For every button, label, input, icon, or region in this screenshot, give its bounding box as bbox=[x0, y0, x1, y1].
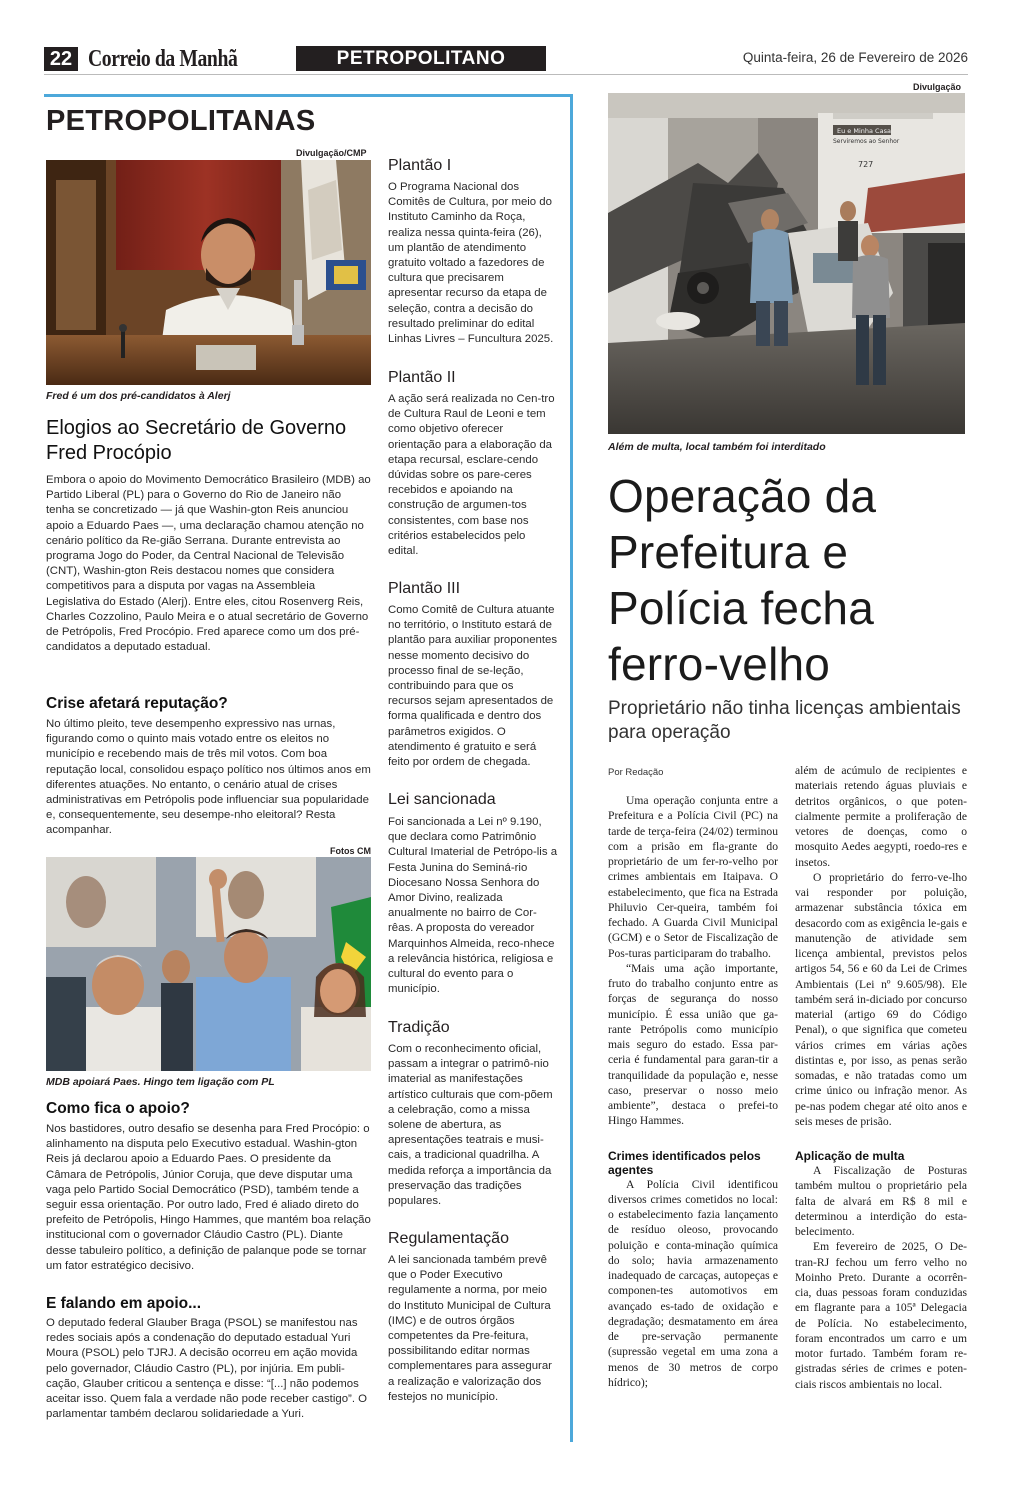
panel-title: PETROPOLITANAS bbox=[46, 105, 316, 137]
article-paragraph: “Mais uma ação importante, fruto do trabalho conjunto entre as forças de segurança do nosso município. É essa união que ga-rante Petrópolis como município mais seguro do estado. Essa par-ceria é fundamental para garan-tir a tranquilidade da população e, nesse caso, preservar o nosso meio ambiente”, destaca o prefei-to Hingo Hammes. bbox=[608, 961, 778, 1128]
fred-photo-illustration bbox=[46, 160, 371, 385]
article-byline: Por Redação bbox=[608, 767, 664, 778]
story-headline: Elogios ao Secretário de Governo Fred Procópio bbox=[46, 417, 347, 464]
masthead bbox=[44, 45, 968, 73]
note-text: O Programa Nacional dos Comitês de Cultura, por meio do Instituto Caminho da Roça, realiza nessa quinta-feira (26), um plantão de atendimento gratuito voltado a fazedores de cultura que precisarem apresentar recurso da etapa de seleção, contra a decisão do resultado preliminar do edital Linhas Livres – Funcultura 2025. bbox=[388, 181, 554, 346]
junkyard-photo bbox=[608, 93, 965, 434]
photo-credit: Fotos CM bbox=[330, 846, 371, 856]
article-paragraph: Em fevereiro de 2025, O De-tran-RJ fechou um ferro velho no Moinho Preto. Durante a ocorrên-cia, duas pessoas foram conduzidas em flagrante para a 105ª Delegacia de Polícia. No estabelecimento, foram encontrados um carro e um motor furtado. Também foram re-gistradas séries de crimes e poten-ciais riscos ambientais no local. bbox=[795, 1240, 967, 1391]
page-number: 22 bbox=[44, 47, 78, 71]
story-subheading: Como fica o apoio? bbox=[46, 1100, 190, 1117]
article-column-2 bbox=[795, 763, 967, 1392]
house-sign-text: Serviremos ao Senhor bbox=[833, 138, 900, 145]
note-heading: Plantão II bbox=[388, 369, 456, 386]
story-paragraph: Nos bastidores, outro desafio se desenha para Fred Procópio: o alinhamento na disputa pelo Executivo estadual. Washin-gton Reis já declarou apoio a Eduardo Paes. O presidente da Câmara de Petrópolis, Júnior Coruja, que deve disputar uma vaga pelo Partido Social Democrático (PSD), também tende a seguir essa orientação. Por outro lado, Fred é aliado direto do prefeito de Petrópolis, Hingo Hammes, que mantém boa relação institucional com o governador Cláudio Castro (PL). Diante desse tabuleiro político, a definição de palanque pode se tornar um fator estratégico decisivo. bbox=[46, 1123, 371, 1272]
house-sign-text: Eu e Minha Casa bbox=[837, 127, 891, 135]
article-headline: Operação da Prefeitura e Polícia fecha ferro-velho bbox=[608, 470, 877, 690]
note-heading: Regulamentação bbox=[388, 1230, 509, 1247]
article-paragraph: O proprietário do ferro-ve-lho vai responder por poluição, armazenar substância tóxica em desacordo com as exigência le-gais e manutenção de atividade sem licença ambiental, previstos pelos artigos 54, 56 e 60 da Lei de Crimes Ambientais (Lei nº 9.605/98). Ele também será in-diciado por concurso material (artigo 69 do Código Penal), o que significa que cometeu vários crimes em várias ações distintas e, por isso, as penas serão somadas, e não tratadas como um crime único ou infração menor. As pe-nas podem chegar até oito anos e seis meses de prisão. bbox=[795, 870, 967, 1128]
issue-date: Quinta-feira, 26 de Fevereiro de 2026 bbox=[742, 50, 968, 65]
article-subheading: Aplicação de multa bbox=[795, 1149, 905, 1163]
note-text: Como Comitê de Cultura atuante no território, o Instituto estará de plantão para auxiliar proponentes nesse momento decisivo do processo final de se-leção, contribuindo para que os recursos sejam apresentados de forma qualificada e dentro dos parâmetros exigidos. O atendimento é gratuito e será feito por ordem de chegada. bbox=[388, 604, 558, 769]
article-subheading: Crimes identificados pelos agentes bbox=[608, 1148, 761, 1177]
section-label: PETROPOLITANO bbox=[296, 46, 546, 71]
article-paragraph: A Polícia Civil identificou diversos crimes cometidos no local: o estabelecimento fazia lançamento de resíduo oleoso, provocando poluição e conta-minação química do solo; havia armazenamento inadequado de carcaças, autopeças e componen-tes automotivos em avançado es-tado de oxidação e degradação; desmatamento em área de pre-servação permanente (supressão vegetal em uma zona a menos de 30 metros de corpo hídrico); bbox=[608, 1177, 778, 1389]
article-column-1 bbox=[608, 793, 778, 1390]
note-text: A lei sancionada também prevê que o Poder Executivo regulamente a norma, por meio do Instituto Municipal de Cultura (IMC) e de outros órgãos competentes da Pre-feitura, possibilitando editar normas complementares para assegurar a realização e valorização dos festejos no município. bbox=[388, 1254, 552, 1403]
note-heading: Plantão I bbox=[388, 157, 452, 174]
house-number: 727 bbox=[858, 160, 874, 169]
article-paragraph: Uma operação conjunta entre a Prefeitura e a Polícia Civil (PC) na tarde de terça-feira (24/02) terminou com a prisão em fla-grante do proprietário de um fer-ro-velho por crimes ambientais em Itaipava. O estabelecimento, que fica na Estrada Philuvio Cer-queira, também foi fechado. A Guarda Civil Municipal (GCM) e o Setor de Fiscalização de Pos-turas participaram do trabalho. bbox=[608, 794, 778, 960]
story-paragraph: O deputado federal Glauber Braga (PSOL) se manifestou nas redes sociais após a condenação do deputado estadual Yuri Moura (PSOL) pelo TJRJ. A decisão ocorreu em ação movida pelo governador, Cláudio Castro (PL), por injúria. Em publi-cação, Glauber criticou a sentença e disse: “[...] não podemos aceitar isso. Quem fala a verdade não pode receber castigo”. O parlamentar também declarou solidariedade a Yuri. bbox=[46, 1317, 368, 1421]
note-text: Com o reconhecimento oficial, passam a integrar o patrimô-nio imaterial as manifestações artístico culturais que com-põem a celebração, como a missa solene de abertura, as apresentações teatrais e musi-cais, a tradicional quadrilha. A medida reforça a importância da preservação das tradições populares. bbox=[388, 1043, 553, 1208]
photo-caption: Além de multa, local também foi interditado bbox=[608, 441, 826, 453]
rally-photo bbox=[46, 857, 371, 1071]
photo-caption: MDB apoiará Paes. Hingo tem ligação com PL bbox=[46, 1076, 275, 1088]
article-paragraph: além de acúmulo de recipientes e materiais retendo águas pluviais e detritos orgânicos, o que poten-cialmente permite a proliferação de vetores de doenças, como o mosquito Aedes aegypti, roedo-res e insetos. bbox=[795, 764, 967, 869]
photo-credit: Divulgação bbox=[913, 82, 962, 92]
story-subheading: E falando em apoio... bbox=[46, 1295, 202, 1312]
note-heading: Tradição bbox=[388, 1019, 450, 1036]
note-text: Foi sancionada a Lei nº 9.190, que declara como Patrimônio Cultural Imaterial de Petrópo-lis a Festa Junina do Seminá-rio Diocesano Nossa Senhora do Amor Divino, realizada anualmente no bairro de Cor-rêas. A proposta do vereador Marquinhos Almeida, reco-nhece a relevância histórica, religiosa e cultural do evento para o município. bbox=[388, 816, 558, 996]
story-lead: Embora o apoio do Movimento Democrático Brasileiro (MDB) ao Partido Liberal (PL) para o Governo do Rio de Janeiro não tenha se concretizado — já que Washin-gton Reis anunciou apoio a Eduardo Paes —, uma declaração chamou atenção no cenário político da Re-gião Serrana. Durante entrevista ao programa Jogo do Poder, da Central Nacional de Televisão (CNT), Washin-gton Reis destacou nomes que considera competitivos para a disputa por vagas na Assembleia Legislativa do Estado (Alerj). Entre eles, citou Rosenverg Reis, Charles Cozzolino, Paulo Meira e o atual secretário de Governo de Petrópolis, Fred Procópio. Fred aparece como um dos pré-candidatos a deputado estadual. bbox=[46, 474, 371, 654]
fred-photo bbox=[46, 160, 371, 385]
header-divider bbox=[44, 74, 968, 75]
note-heading: Plantão III bbox=[388, 580, 461, 597]
newspaper-logo: Correio da Manhã bbox=[88, 46, 238, 72]
story-subheading: Crise afetará reputação? bbox=[46, 695, 228, 712]
article-paragraph: A Fiscalização de Posturas também multou o proprietário pela falta de alvará em R$ 8 mil e determinou a interdição do esta-belecimento. bbox=[795, 1164, 967, 1238]
photo-credit: Divulgação/CMP bbox=[296, 148, 367, 158]
note-heading: Lei sancionada bbox=[388, 791, 496, 808]
rally-photo-illustration bbox=[46, 857, 371, 1071]
junkyard-photo-illustration bbox=[608, 93, 965, 434]
note-text: A ação será realizada no Cen-tro de Cultura Raul de Leoni e tem como objetivo oferecer orientação para a elaboração da etapa recursal, esclare-cendo dúvidas sobre os pare-ceres recebidos e apoiando na construção de argumen-tos consistentes, com base nos critérios estabelecidos pelo edital. bbox=[388, 393, 555, 558]
photo-caption: Fred é um dos pré-candidatos à Alerj bbox=[46, 390, 231, 402]
article-deck: Proprietário não tinha licenças ambientais para operação bbox=[608, 698, 961, 743]
story-paragraph: No último pleito, teve desempenho expressivo nas urnas, figurando como o quinto mais votado entre os eleitos no município e recebendo mais de três mil votos. Com boa reputação local, consolidou espaço político nos últimos anos em diferentes atuações. No entanto, o cenário atual de crises administrativas em Petrópolis pode influenciar sua popularidade e, consequentemente, seu desempe-nho eleitoral? Resta acompanhar. bbox=[46, 718, 371, 837]
